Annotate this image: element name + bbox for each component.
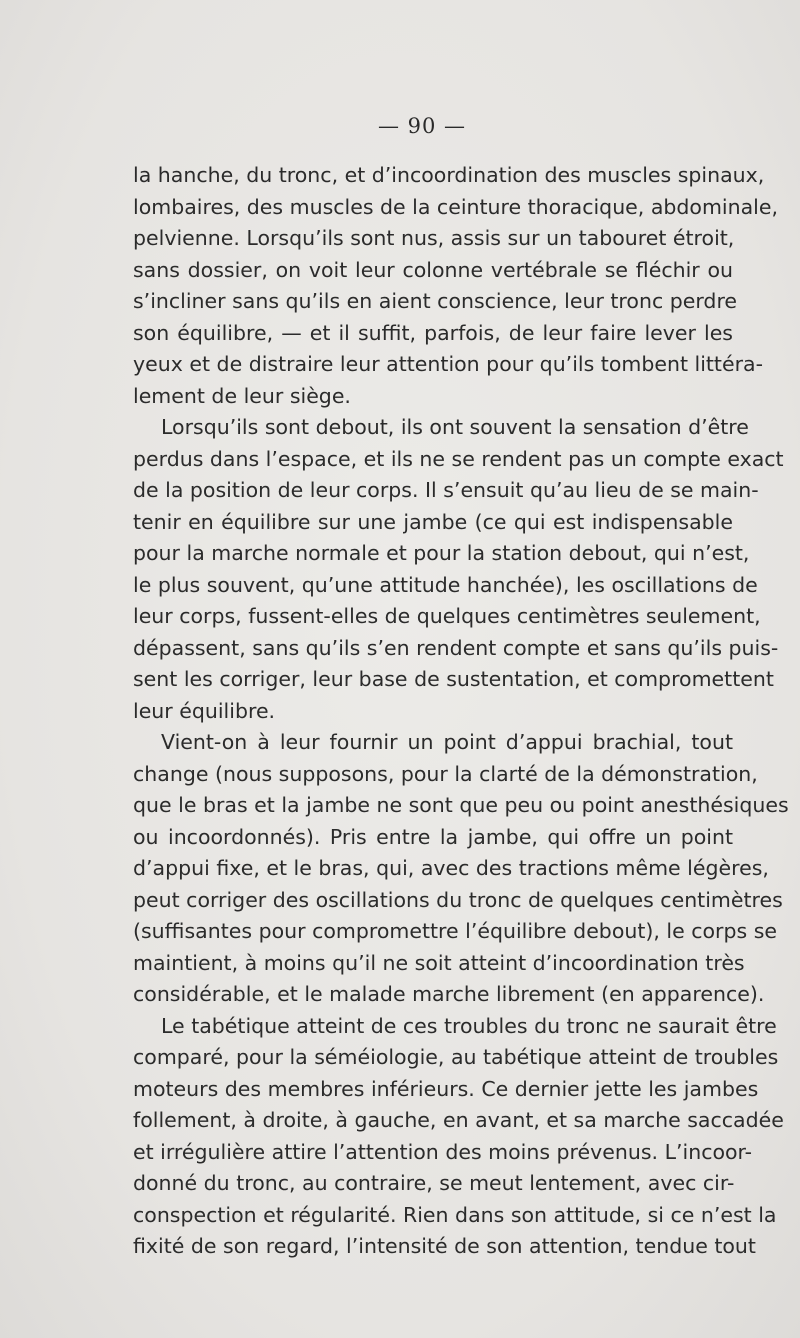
text-line: maintient, à moins qu’il ne soit atteint d’incoordination très: [133, 950, 745, 975]
text-line: d’appui fixe, et le bras, qui, avec des tractions même légères,: [133, 856, 769, 880]
text-line: fixité de son regard, l’intensité de son attention, tendue tout: [133, 1234, 756, 1258]
text-line: follement, à droite, à gauche, en avant, et sa marche saccadée: [133, 1108, 784, 1132]
text-line: leur équilibre.: [133, 698, 276, 723]
text-line: conspection et régularité. Rien dans son attitude, si ce n’est la: [133, 1202, 777, 1227]
text-line: moteurs des membres inférieurs. Ce dernier jette les jambes: [133, 1076, 759, 1101]
text-line: donné du tronc, au contraire, se meut lentement, avec cir-: [133, 1171, 735, 1195]
paragraph-start-line: Le tabétique atteint de ces troubles du tronc ne saurait être: [161, 1013, 777, 1038]
text-line: la hanche, du tronc, et d’incoordination des muscles spinaux,: [133, 163, 765, 187]
text-line: lombaires, des muscles de la ceinture thoracique, abdominale,: [133, 194, 778, 219]
body-text: [133, 160, 789, 1263]
text-line: comparé, pour la séméiologie, au tabétique atteint de troubles: [133, 1045, 779, 1069]
text-line: perdus dans l’espace, et ils ne se rendent pas un compte exact: [133, 446, 784, 471]
text-line: considérable, et le malade marche librement (en apparence).: [133, 982, 765, 1006]
text-line: lement de leur siège.: [133, 383, 351, 408]
text-line: et irrégulière attire l’attention des moins prévenus. L’incoor-: [133, 1139, 753, 1164]
text-line: (suffisantes pour compromettre l’équilibre debout), le corps se: [133, 919, 777, 943]
paragraph-start-line: Vient-on à leur fournir un point d’appui brachial, tout: [161, 730, 733, 754]
text-line: tenir en équilibre sur une jambe (ce qui est indispensable: [133, 509, 733, 534]
text-line: sans dossier, on voit leur colonne vertébrale se fléchir ou: [133, 257, 733, 282]
text-line: change (nous supposons, pour la clarté de la démonstration,: [133, 761, 758, 786]
text-line: yeux et de distraire leur attention pour qu’ils tombent littéra-: [133, 352, 763, 376]
text-line: son équilibre, — et il suffit, parfois, de leur faire lever les: [133, 320, 733, 345]
text-line: pelvienne. Lorsqu’ils sont nus, assis sur un tabouret étroit,: [133, 226, 735, 250]
text-line: pour la marche normale et pour la station debout, qui n’est,: [133, 541, 750, 565]
text-line: que le bras et la jambe ne sont que peu ou point anesthésiques: [133, 793, 789, 817]
text-line: dépassent, sans qu’ils s’en rendent compte et sans qu’ils puis-: [133, 635, 779, 660]
text-line: leur corps, fussent-elles de quelques centimètres seulement,: [133, 604, 761, 628]
text-line: ou incoordonnés). Pris entre la jambe, qui offre un point: [133, 824, 733, 849]
text-line: de la position de leur corps. Il s’ensuit qu’au lieu de se main-: [133, 478, 759, 502]
text-line: sent les corriger, leur base de sustentation, et compromettent: [133, 667, 774, 691]
text-line: le plus souvent, qu’une attitude hanchée), les oscillations de: [133, 572, 758, 597]
paragraph-start-line: Lorsqu’ils sont debout, ils ont souvent la sensation d’être: [161, 415, 749, 439]
page-number: — 90 —: [377, 114, 467, 138]
text-line: peut corriger des oscillations du tronc de quelques centimètres: [133, 887, 783, 912]
text-line: s’incliner sans qu’ils en aient conscience, leur tronc perdre: [133, 289, 738, 313]
